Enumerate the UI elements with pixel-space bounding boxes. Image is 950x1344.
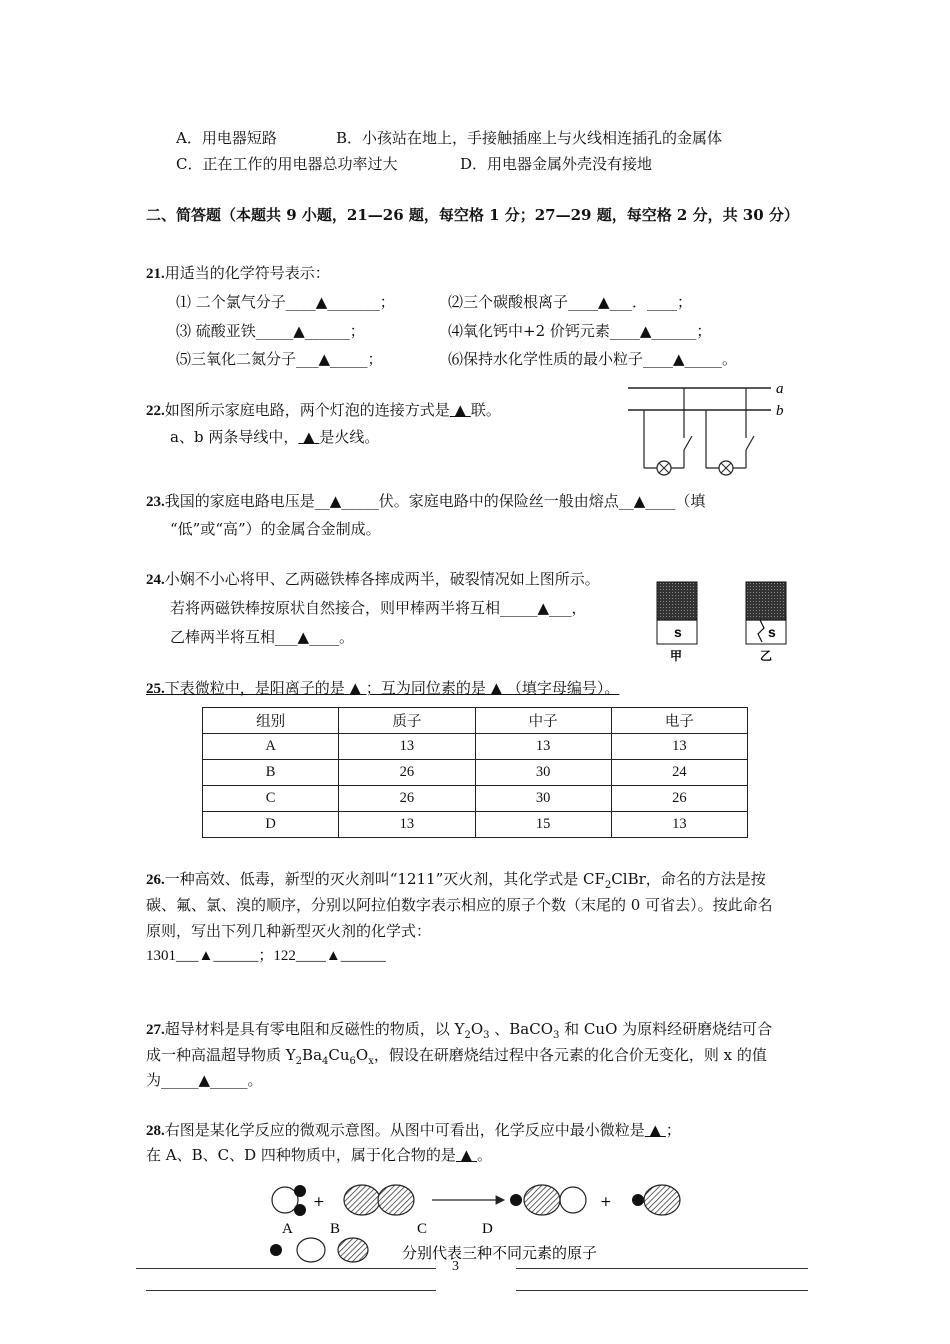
footer-line bbox=[146, 1290, 436, 1291]
q25-line bbox=[146, 677, 619, 698]
section-title: 二、简答题（本题共 9 小题，21—26 题，每空格 1 分；27—29 题，每空格 2 分，共 30 分） bbox=[146, 206, 799, 224]
q28-blank-2: ▲ bbox=[455, 1146, 477, 1164]
q27-line1 bbox=[146, 1018, 772, 1041]
q28-line1 bbox=[146, 1119, 681, 1140]
particle-table bbox=[202, 707, 748, 838]
q25-text: 下表微粒中，是阳离子的是 ▲ ；互为同位素的是 ▲ （填字母编号）。 bbox=[164, 679, 620, 697]
q27-sub: 4 bbox=[322, 1056, 329, 1067]
q23-number: 23. bbox=[146, 494, 165, 510]
legend-black-atom-icon bbox=[270, 1244, 282, 1256]
q22-text-2b: 是火线。 bbox=[319, 428, 380, 446]
atom-black-icon bbox=[294, 1185, 306, 1197]
q21-item-1: ⑴ 二个氯气分子____▲_______； bbox=[176, 293, 395, 311]
q25-number: 25. bbox=[146, 681, 165, 697]
q20-option-b: B．小孩站在地上，手接触插座上与火线相连插孔的金属体 bbox=[336, 129, 723, 147]
footer-line bbox=[136, 1268, 436, 1269]
q26-line4: 1301___▲______；122____▲______ bbox=[146, 948, 386, 964]
q28-number: 28. bbox=[146, 1123, 165, 1139]
q22-text-1a: 如图所示家庭电路，两个灯泡的连接方式是 bbox=[164, 401, 450, 419]
table-cell: 30 bbox=[475, 786, 611, 812]
table-cell: 15 bbox=[475, 812, 611, 838]
q26-text-1a: 一种高效、低毒，新型的灭火剂叫“1211”灭火剂，其化学式是 CF bbox=[164, 870, 605, 888]
q26-line2: 碳、氟、氯、溴的顺序，分别以阿拉伯数字表示相应的原子个数（末尾的 0 可省去）。按此命名 bbox=[146, 896, 773, 914]
q22-blank-2: ▲ bbox=[298, 428, 320, 446]
q21-stem bbox=[146, 262, 330, 283]
magnet-jia-label: 甲 bbox=[670, 649, 683, 663]
q21-item-6: ⑹保持水化学性质的最小粒子____▲_____。 bbox=[448, 350, 738, 368]
q21-item-2: ⑵三个碳酸根离子____▲___．____； bbox=[448, 293, 693, 311]
molecule-b bbox=[344, 1185, 380, 1215]
q27-sub: 3 bbox=[483, 1030, 490, 1041]
label-d: D bbox=[482, 1221, 493, 1237]
label-a: A bbox=[282, 1221, 293, 1237]
label-b: B bbox=[330, 1221, 341, 1237]
table-cell: 24 bbox=[611, 760, 747, 786]
q22-blank-1: ▲ bbox=[449, 401, 471, 419]
table-header: 组别 bbox=[203, 708, 339, 734]
q21-item-5: ⑸三氧化二氮分子___▲_____； bbox=[176, 350, 383, 368]
switch-1-icon bbox=[684, 436, 692, 450]
q28-text-2b: 。 bbox=[476, 1146, 492, 1164]
q21-item-4: ⑷氧化钙中+2 价钙元素____▲______； bbox=[448, 322, 712, 340]
molecule-d bbox=[644, 1185, 680, 1215]
q27-sub: 2 bbox=[464, 1030, 471, 1041]
q27-text: Ba bbox=[302, 1046, 323, 1064]
q28-text-2a: 在 A、B、C、D 四种物质中，属于化合物的是 bbox=[146, 1146, 456, 1164]
q21-item-3: ⑶ 硫酸亚铁_____▲______； bbox=[176, 322, 365, 340]
q27-text: 成一种高温超导物质 Y bbox=[146, 1046, 296, 1064]
table-row bbox=[203, 786, 748, 812]
reaction-diagram bbox=[260, 1178, 700, 1278]
table-cell: B bbox=[203, 760, 339, 786]
q26-subscript: 2 bbox=[604, 880, 612, 891]
q27-line3: 为_____▲_____。 bbox=[146, 1071, 263, 1089]
q22-number: 22. bbox=[146, 403, 165, 419]
q20-option-a: A．用电器短路 bbox=[176, 129, 277, 147]
table-cell: 13 bbox=[475, 734, 611, 760]
q27-text: O bbox=[470, 1020, 484, 1038]
q27-text: 和 CuO 为原料经研磨烧结可合 bbox=[559, 1020, 773, 1038]
q26-line1 bbox=[146, 868, 766, 891]
q24-text-1: 小娴不小心将甲、乙两磁铁棒各摔成两半，破裂情况如上图所示。 bbox=[164, 570, 600, 588]
wire-b-label: b bbox=[776, 403, 784, 419]
q27-text: 、BaCO bbox=[489, 1020, 554, 1038]
table-cell: D bbox=[203, 812, 339, 838]
table-header: 电子 bbox=[611, 708, 747, 734]
table-cell: 13 bbox=[611, 734, 747, 760]
legend-text: 分别代表三种不同元素的原子 bbox=[402, 1244, 598, 1262]
plus-sign: + bbox=[600, 1194, 612, 1210]
q27-line2 bbox=[146, 1044, 767, 1067]
table-row bbox=[203, 760, 748, 786]
q23-line2: “低”或“高”）的金属合金制成。 bbox=[170, 520, 381, 538]
q28-line2 bbox=[146, 1144, 492, 1165]
table-cell: 13 bbox=[611, 812, 747, 838]
q26-number: 26. bbox=[146, 872, 165, 888]
q21-text: 用适当的化学符号表示： bbox=[164, 264, 330, 282]
q22-line1 bbox=[146, 399, 501, 420]
table-header: 中子 bbox=[475, 708, 611, 734]
table-cell: A bbox=[203, 734, 339, 760]
q27-text: ，假设在研磨烧结过程中各元素的化合价无变化，则 x 的值 bbox=[373, 1046, 767, 1064]
table-cell: C bbox=[203, 786, 339, 812]
table-header-row bbox=[203, 708, 748, 734]
q20-option-d: D．用电器金属外壳没有接地 bbox=[460, 155, 653, 173]
q27-sub: 6 bbox=[349, 1056, 356, 1067]
q28-text-1a: 右图是某化学反应的微观示意图。从图中可看出，化学反应中最小微粒是 bbox=[164, 1121, 645, 1139]
magnet-jia-s-label: s bbox=[674, 624, 682, 640]
wire-a-label: a bbox=[776, 381, 784, 397]
q27-sub: 2 bbox=[295, 1056, 303, 1067]
q26-text-1b: ClBr，命名的方法是按 bbox=[611, 870, 766, 888]
q24-number: 24. bbox=[146, 572, 165, 588]
table-header: 质子 bbox=[339, 708, 475, 734]
footer-line bbox=[516, 1268, 808, 1269]
plus-sign: + bbox=[313, 1194, 325, 1210]
table-cell: 30 bbox=[475, 760, 611, 786]
molecule-c bbox=[524, 1185, 560, 1215]
table-cell: 26 bbox=[339, 786, 475, 812]
q27-number: 27. bbox=[146, 1022, 165, 1038]
q28-text-1b: ； bbox=[665, 1121, 681, 1139]
q26-line3: 原则，写出下列几种新型灭火剂的化学式： bbox=[146, 922, 432, 940]
table-row bbox=[203, 812, 748, 838]
table-cell: 13 bbox=[339, 734, 475, 760]
table-cell: 26 bbox=[339, 760, 475, 786]
q27-text: Cu bbox=[328, 1046, 350, 1064]
magnet-figure bbox=[648, 574, 793, 664]
q23-line1 bbox=[146, 490, 705, 511]
table-row bbox=[203, 734, 748, 760]
footer-line bbox=[516, 1290, 808, 1291]
switch-2-icon bbox=[746, 436, 754, 450]
q24-line1 bbox=[146, 568, 600, 589]
q24-line3: 乙棒两半将互相___▲____。 bbox=[170, 628, 355, 646]
magnet-yi-label: 乙 bbox=[760, 649, 773, 663]
q23-text-1: 我国的家庭电路电压是__▲_____伏。家庭电路中的保险丝一般由熔点__▲____（填 bbox=[164, 492, 706, 510]
magnet-yi-top bbox=[746, 582, 786, 620]
q27-sub: x bbox=[368, 1056, 374, 1067]
q24-line2: 若将两磁铁棒按原状自然接合，则甲棒两半将互相_____▲___， bbox=[170, 599, 587, 617]
q20-option-c: C．正在工作的用电器总功率过大 bbox=[176, 155, 398, 173]
q22-text-2a: a、b 两条导线中， bbox=[170, 428, 299, 446]
magnet-jia-top bbox=[657, 582, 697, 620]
label-c: C bbox=[417, 1221, 428, 1237]
legend-hatched-atom-icon bbox=[338, 1238, 368, 1262]
atom-black-icon bbox=[294, 1204, 306, 1216]
page-number: 3 bbox=[452, 1259, 459, 1274]
magnet-yi-s-label: s bbox=[768, 624, 776, 640]
table-cell: 26 bbox=[611, 786, 747, 812]
q27-sub: 3 bbox=[553, 1030, 560, 1041]
q27-text: 超导材料是具有零电阻和反磁性的物质，以 Y bbox=[164, 1020, 465, 1038]
q28-blank-1: ▲ bbox=[644, 1121, 666, 1139]
household-circuit-diagram bbox=[626, 380, 796, 478]
table-cell: 13 bbox=[339, 812, 475, 838]
q22-text-1b: 联。 bbox=[470, 401, 501, 419]
q21-number: 21. bbox=[146, 266, 165, 282]
q27-text: O bbox=[355, 1046, 369, 1064]
legend-white-atom-icon bbox=[297, 1238, 325, 1262]
q22-line2 bbox=[170, 426, 379, 447]
